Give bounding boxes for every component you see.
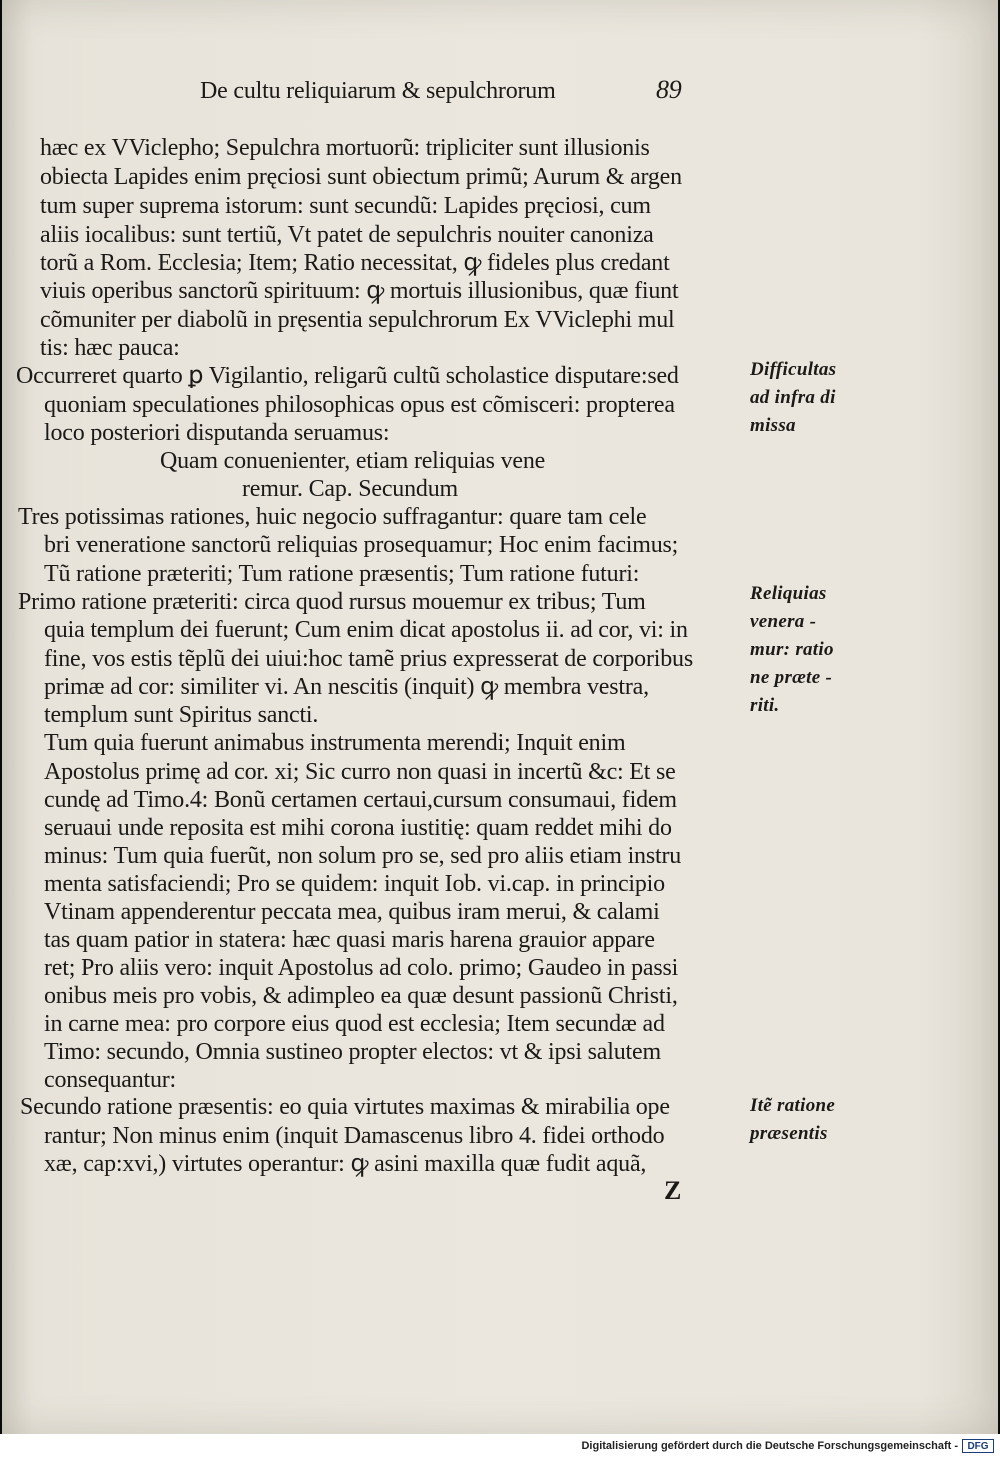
text-line: torũ a Rom. Ecclesia; Item; Ratio necessitat, ꝙ fideles plus credant — [40, 250, 670, 276]
text-line: tum super suprema istorum: sunt secundũ: Lapides pręciosi, cum — [40, 193, 651, 219]
text-line: Apostolus primę ad cor. xi; Sic curro non quasi in incertũ &c: Et se — [44, 759, 676, 785]
margin-note-line: mur: ratio — [750, 639, 834, 660]
margin-note-line: ad infra di — [750, 387, 836, 408]
text-line: rantur; Non minus enim (inquit Damascenus libro 4. fidei orthodo — [44, 1123, 665, 1149]
text-line: primæ ad cor: similiter vi. An nescitis (inquit) ꝙ membra vestra, — [44, 674, 649, 700]
margin-note-line: præsentis — [750, 1123, 828, 1144]
margin-note-line: riti. — [750, 695, 780, 716]
text-line: aliis iocalibus: sunt tertiũ, Vt patet de sepulchris nouiter canoniza — [40, 222, 654, 248]
page-number: 89 — [656, 75, 682, 104]
text-line: quia templum dei fuerunt; Cum enim dicat apostolus ii. ad cor, vi: in — [44, 617, 688, 643]
margin-note-line: venera - — [750, 611, 817, 632]
text-line: consequantur: — [44, 1067, 177, 1093]
text-line: hæc ex VViclepho; Sepulchra mortuorũ: tripliciter sunt illusionis — [40, 135, 650, 161]
text-line: tis: hæc pauca: — [40, 335, 180, 361]
text-line: Tum quia fuerunt animabus instrumenta merendi; Inquit enim — [44, 730, 626, 756]
funding-notice: Digitalisierung gefördert durch die Deutsche Forschungsgemeinschaft - — [581, 1440, 958, 1452]
text-line: quoniam speculationes philosophicas opus est cõmisceri: propterea — [44, 392, 675, 418]
text-line: minus: Tum quia fuerũt, non solum pro se, sed pro aliis etiam instru — [44, 843, 682, 869]
text-line: obiecta Lapides enim pręciosi sunt obiectum primũ; Aurum & argen — [40, 164, 682, 190]
text-line: Quam conuenienter, etiam reliquias vene — [160, 448, 546, 474]
book-page — [2, 0, 998, 1434]
margin-note-line: Reliquias — [750, 583, 827, 604]
text-line: Occurreret quarto ꝑ Vigilantio, religarũ cultũ scholastice disputare:sed — [16, 363, 679, 389]
text-line: viuis operibus sanctorũ spirituum: ꝙ mortuis illusionibus, quæ fiunt — [40, 278, 679, 304]
text-line: cundę ad Timo.4: Bonũ certamen certaui,cursum consumaui, fidem — [44, 787, 677, 813]
text-line: Vtinam appenderentur peccata mea, quibus iram merui, & calami — [44, 899, 660, 925]
text-line: Timo: secundo, Omnia sustineo propter electos: vt & ipsi salutem — [44, 1039, 661, 1065]
text-line: onibus meis pro vobis, & adimpleo ea quæ desunt passionũ Christi, — [44, 983, 678, 1009]
margin-note-difficultas — [750, 356, 836, 440]
text-line: tas quam patior in statera: hæc quasi maris harena grauior appare — [44, 927, 655, 953]
text-line: xæ, cap:xvi,) virtutes operantur: ꝙ asini maxilla quæ fudit aquã, — [44, 1151, 647, 1177]
dfg-logo: DFG — [962, 1439, 994, 1453]
text-line: seruaui unde reposita est mihi corona iustitię: quam reddet mihi do — [44, 815, 672, 841]
text-line: fine, vos estis tẽplũ dei uiui:hoc tamẽ prius expresserat de corporibus — [44, 646, 693, 672]
text-line: loco posteriori disputanda seruamus: — [44, 420, 390, 446]
text-line: templum sunt Spiritus sancti. — [44, 702, 319, 728]
text-line: Tũ ratione præteriti; Tum ratione præsentis; Tum ratione futuri: — [44, 561, 640, 587]
text-line: cõmuniter per diabolũ in pręsentia sepulchrorum Ex VViclephi mul — [40, 307, 675, 333]
margin-note-presentis — [750, 1092, 835, 1148]
margin-note-line: ne præte - — [750, 667, 833, 688]
text-line: remur. Cap. Secundum — [242, 476, 458, 502]
margin-note-line: Difficultas — [750, 359, 837, 380]
text-line: Tres potissimas rationes, huic negocio suffragantur: quare tam cele — [18, 504, 647, 530]
margin-note-line: Itẽ ratione — [750, 1095, 836, 1116]
text-line: Secundo ratione præsentis: eo quia virtutes maximas & mirabilia ope — [20, 1094, 670, 1120]
signature-mark: Z — [664, 1176, 682, 1205]
text-line: in carne mea: pro corpore eius quod est ecclesia; Item secundæ ad — [44, 1011, 665, 1037]
footer-bar — [0, 1434, 1000, 1459]
text-line: bri veneratione sanctorũ reliquias prosequamur; Hoc enim facimus; — [44, 532, 679, 558]
text-line: ret; Pro aliis vero: inquit Apostolus ad colo. primo; Gaudeo in passi — [44, 955, 679, 981]
margin-note-line: missa — [750, 415, 796, 436]
running-header: De cultu reliquiarum & sepulchrorum — [200, 78, 556, 104]
margin-note-reliquias — [750, 580, 834, 720]
text-line: Primo ratione præteriti: circa quod rursus mouemur ex tribus; Tum — [18, 589, 646, 615]
text-line: menta satisfaciendi; Pro se quidem: inquit Iob. vi.cap. in principio — [44, 871, 665, 897]
